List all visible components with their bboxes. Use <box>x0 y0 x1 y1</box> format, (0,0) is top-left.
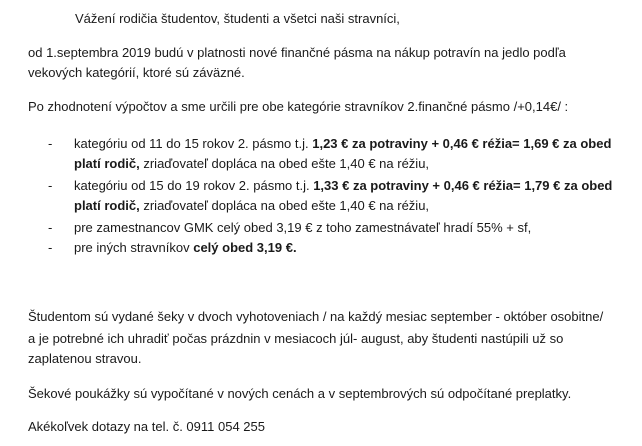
bullet-dash: - <box>48 178 53 193</box>
bullet-dash: - <box>48 136 53 151</box>
vouchers-line-1: Študentom sú vydané šeky v dvoch vyhotoveniach / na každý mesiac september - október osobitne/ <box>28 309 604 324</box>
intro-line-2: vekových kategórií, ktoré sú záväzné. <box>28 65 245 80</box>
bullet-item-2-line-1 <box>74 177 612 195</box>
salutation: Vážení rodičia študentov, študenti a všetci naši stravníci, <box>75 11 400 26</box>
bullet-item-3: pre zamestnancov GMK celý obed 3,19 € z toho zamestnávateľ hradí 55% + sf, <box>74 220 532 235</box>
bullet-item-1-suffix: zriaďovateľ dopláca na obed ešte 1,40 € na réžiu, <box>139 156 430 171</box>
intro-line-1: od 1.septembra 2019 budú v platnosti nové finančné pásma na nákup potravín na jedlo podľa <box>28 45 566 60</box>
bullet-item-1-payer: platí rodič, <box>74 156 140 171</box>
vouchers-line-2: a je potrebné ich uhradiť počas prázdnin v mesiacoch júl- august, aby študenti nastúpili už so <box>28 331 564 346</box>
bullet-item-2-payer: platí rodič, <box>74 198 140 213</box>
bullet-item-4-price: celý obed 3,19 €. <box>193 240 297 255</box>
bullet-item-2-suffix: zriaďovateľ dopláca na obed ešte 1,40 € na réžiu, <box>139 198 430 213</box>
vouchers-line-3: zaplatenou stravou. <box>28 351 142 366</box>
bullet-item-2-line-2 <box>74 197 429 215</box>
bullet-dash: - <box>48 220 53 235</box>
bullet-item-4-prefix: pre iných stravníkov <box>74 240 194 255</box>
bullet-item-1-prefix: kategóriu od 11 do 15 rokov 2. pásmo t.j. <box>74 136 313 151</box>
bullet-item-1-line-2 <box>74 155 429 173</box>
calc-note: Šekové poukážky sú vypočítané v nových cenách a v septembrových sú odpočítané preplatky. <box>28 386 572 401</box>
bullet-item-4 <box>74 239 297 257</box>
bullet-item-2-prefix: kategóriu od 15 do 19 rokov 2. pásmo t.j. <box>74 178 314 193</box>
bullet-item-1-line-1 <box>74 135 611 153</box>
contact-line: Akékoľvek dotazy na tel. č. 0911 054 255 <box>28 419 265 434</box>
bullet-dash: - <box>48 240 53 255</box>
bullet-item-1-price: 1,23 € za potraviny + 0,46 € réžia= 1,69 € za obed <box>312 136 612 151</box>
decision-paragraph: Po zhodnotení výpočtov a sme určili pre obe kategórie stravníkov 2.finančné pásmo /+0,14€/ : <box>28 99 569 114</box>
bullet-item-2-price: 1,33 € za potraviny + 0,46 € réžia= 1,79 € za obed <box>313 178 613 193</box>
